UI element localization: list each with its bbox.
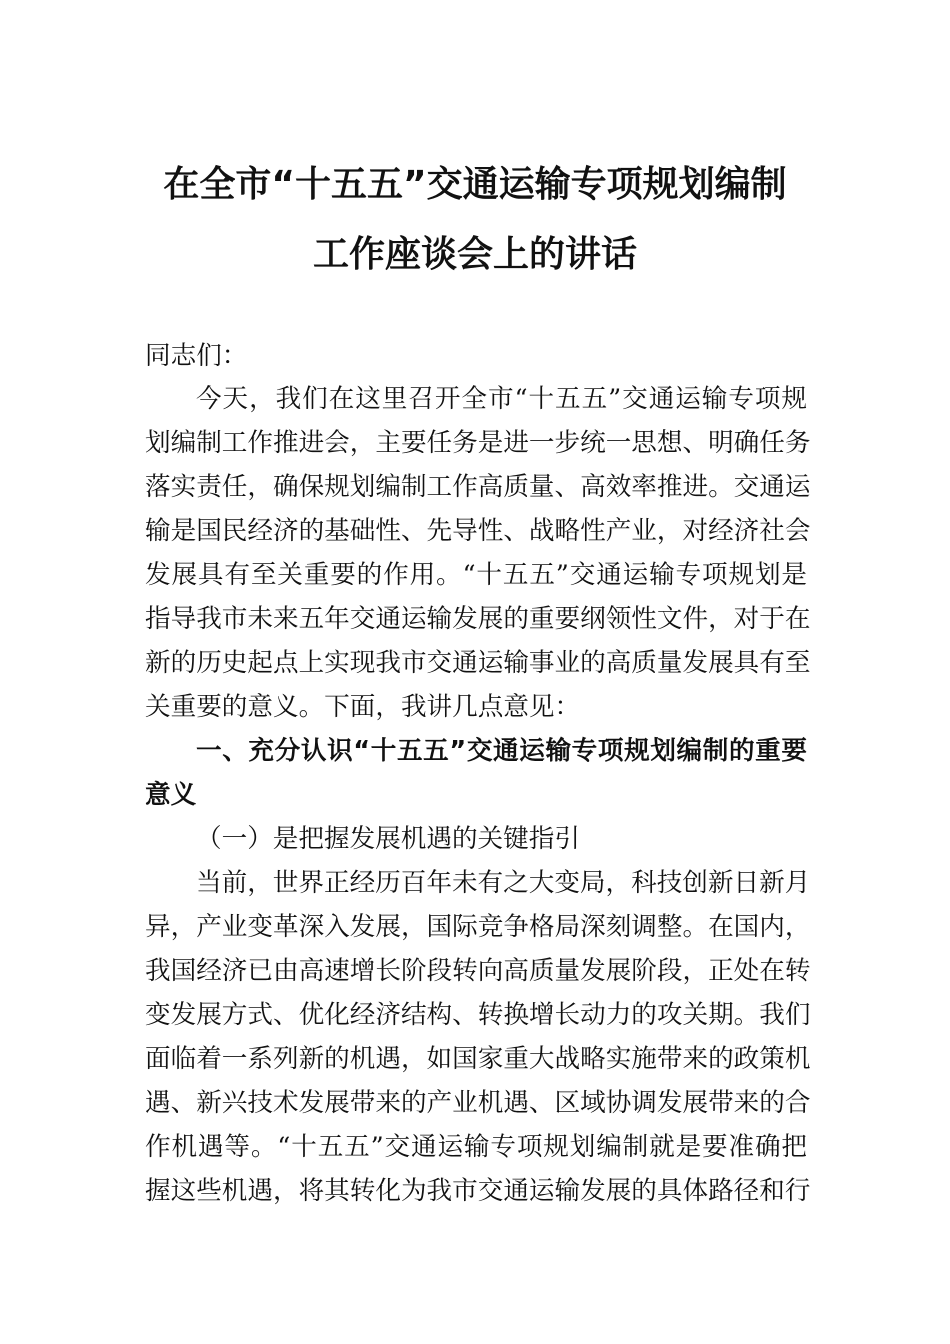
body-line: 我国经济已由高速增长阶段转向高质量发展阶段，正处在转 [145,956,811,986]
intro-line: 指导我市未来五年交通运输发展的重要纲领性文件，对于在 [145,604,811,634]
body-line: 握这些机遇，将其转化为我市交通运输发展的具体路径和行 [145,1176,811,1206]
section-heading-line: 意义 [145,780,197,810]
intro-line: 关重要的意义。下面，我讲几点意见： [145,692,581,722]
intro-line: 落实责任，确保规划编制工作高质量、高效率推进。交通运 [145,472,811,502]
intro-line: 今天，我们在这里召开全市“十五五”交通运输专项规 [196,384,807,414]
intro-line: 输是国民经济的基础性、先导性、战略性产业，对经济社会 [145,516,811,546]
body-line: 异，产业变革深入发展，国际竞争格局深刻调整。在国内， [145,912,811,942]
salutation: 同志们： [145,341,248,371]
intro-line: 新的历史起点上实现我市交通运输事业的高质量发展具有至 [145,648,811,678]
body-line: 变发展方式、优化经济结构、转换增长动力的攻关期。我们 [145,1000,811,1030]
body-line: 面临着一系列新的机遇，如国家重大战略实施带来的政策机 [145,1044,811,1074]
subsection-heading: （一）是把握发展机遇的关键指引 [196,824,580,854]
body-line: 遇、新兴技术发展带来的产业机遇、区域协调发展带来的合 [145,1088,811,1118]
document-title-line-1: 在全市“十五五”交通运输专项规划编制 [163,164,787,205]
intro-line: 发展具有至关重要的作用。“十五五”交通运输专项规划是 [145,560,807,590]
intro-line: 划编制工作推进会，主要任务是进一步统一思想、明确任务 [145,428,811,458]
section-heading-line: 一、充分认识“十五五”交通运输专项规划编制的重要 [196,736,807,766]
body-line: 当前，世界正经历百年未有之大变局，科技创新日新月 [196,868,811,898]
body-line: 作机遇等。“十五五”交通运输专项规划编制就是要准确把 [145,1132,807,1162]
document-title-line-2: 工作座谈会上的讲话 [312,234,637,275]
